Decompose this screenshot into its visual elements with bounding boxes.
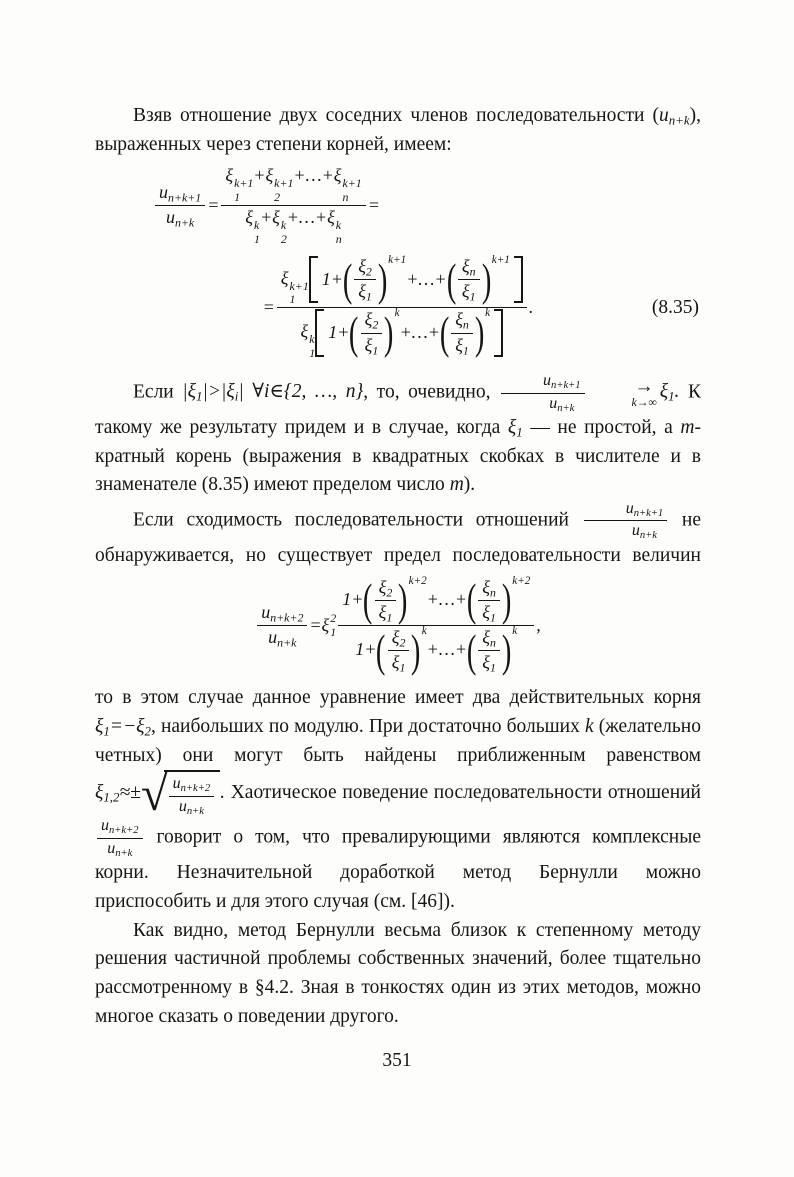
page-footer — [0, 1050, 794, 1072]
paragraph-2 — [95, 372, 701, 500]
inline-math-root-condition: $|\xi_1|>|\xi_i|$ ∀i∈{2, …, n} — [182, 381, 364, 405]
page-number: 351 — [382, 1050, 412, 1071]
paragraph-3 — [95, 500, 701, 571]
text-run: Если сходимость последовательности отношений — [133, 509, 582, 531]
text-run: К такому же результату придем и в случае, когда — [95, 381, 701, 438]
text-run: (желательно четных) они могут быть найдены приближенным равенством — [95, 716, 701, 766]
inline-math-ratio: $\frac{u_{n+k+1}}{u_{n+k}}$ — [582, 509, 670, 530]
display-equation-ratio — [95, 165, 701, 246]
text-run: -кратный корень (выражения в квадратных скобках в числителе и в знаменателе (8.35) имеют пределом число — [95, 417, 701, 496]
text-run: , наибольших по модулю. При достаточно больших — [150, 716, 585, 738]
display-math-835: = ξ k+1 1 1+ ( $\frac{\xi_2}{\xi_1}$ ) $^{k+1}$ +…+ ( $\frac{\xi_n}{\xi_1}$ ) $^{k+1}$ ξ k 1 1+ ( $\frac{\xi_2}{\xi_1}$ ) $^k$ +…+ ( $\frac{\xi_n}{\xi_1}$ ) $^k$ . — [262, 253, 534, 360]
inline-math-m: m — [680, 417, 695, 438]
paragraph-4 — [95, 684, 701, 916]
inline-math-sqrt-approx: $\xi_{1,2}\approx\pm$ √ $\frac{u_{n+k+2}}{u_{n+k}}$ . — [95, 766, 225, 821]
inline-math-ratio-limit: $\frac{u_{n+k+1}}{u_{n+k}}$ → k→∞ $\xi_1$. — [499, 381, 679, 402]
display-math-squared-ratio: $\frac{u_{n+k+2}}{u_{n+k}}$ =ξ 2 1 1+ ( $\frac{\xi_2}{\xi_1}$ ) $^{k+2}$ +…+ ( $\frac{\xi_n}{\xi_1}$ ) $^{k+2}$ 1+ ( $\frac{\xi_2}{\xi_1}$ ) $^k$ +…+ ( $\frac{\xi_n}{\xi_1}$ ) $^k$ , — [255, 577, 541, 675]
text-run: Если — [133, 381, 183, 403]
inline-math-ratio2: $\frac{u_{n+k+2}}{u_{n+k}}$ — [95, 827, 145, 848]
text-run: Как видно, метод Бернулли весьма близок к степенному методу решения частичной проблемы собственных значений, более тщательно рассмотренному в §4.2. Зная в тонкостях один из этих методов, можно многое сказать о поведении другого. — [95, 919, 701, 1027]
text-run: Хаотическое поведение последовательности отношений — [225, 782, 701, 804]
text-run: говорит о том, что превалирующими являются комплексные корни. Незначительной доработкой метод Бернулли можно приспособить и для этого случая (см. [46]). — [95, 826, 701, 912]
text-run: не обнаруживается, но существует предел последовательности величин — [95, 509, 701, 566]
page-content — [95, 102, 701, 1031]
text-run: — не простой, а — [522, 417, 681, 438]
text-run: , то, очевидно, — [363, 381, 500, 403]
text-run: Взяв отношение двух соседних членов последовательности ( — [133, 105, 660, 126]
inline-math-xi1: $\xi_1$ — [507, 417, 523, 440]
inline-math-roots-pair: $\xi_1=-\xi_2$ — [95, 716, 151, 739]
text-run: ). — [463, 474, 476, 496]
display-math-ratio: $\frac{u_{n+k+1}}{u_{n+k}}$ = ξ k+1 1 +ξ k+1 2 +…+ξ k+1 n ξ k 1 +ξ k 2 +…+ξ k n = — [153, 165, 380, 246]
text-run: то в этом случае данное уравнение имеет два действительных корня — [95, 687, 701, 709]
paragraph-1 — [95, 102, 701, 159]
inline-math-sequence-term: $u_{n+k}$ — [659, 105, 690, 128]
equation-number-835: (8.35) — [651, 296, 699, 318]
paragraph-5 — [95, 917, 701, 1032]
text-run: ), выраженных через степени корней, имеем: — [95, 105, 701, 155]
inline-math-k: k — [584, 716, 594, 738]
display-equation-835 — [95, 253, 701, 360]
display-equation-squared-ratio — [95, 574, 701, 676]
inline-math-m: m — [449, 474, 464, 496]
